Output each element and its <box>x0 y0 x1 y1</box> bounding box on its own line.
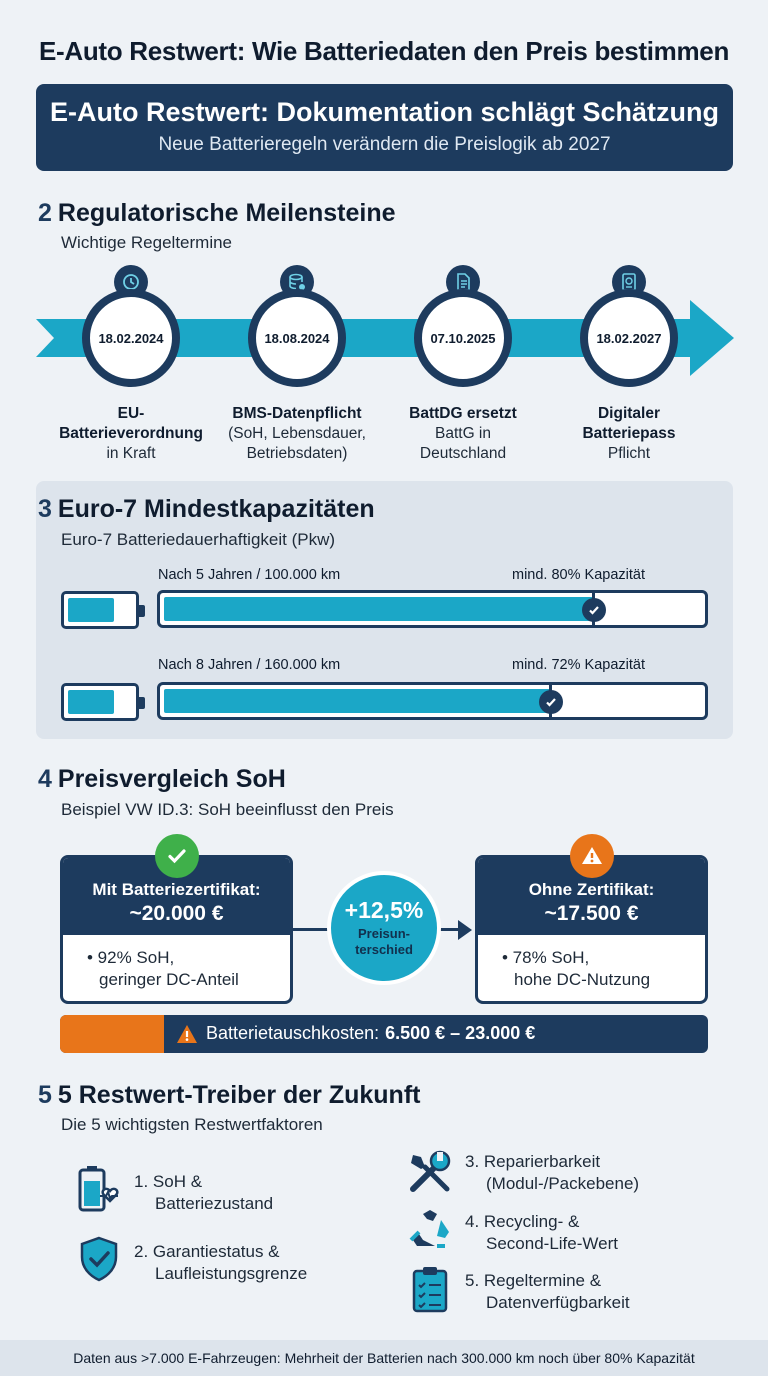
driver-item <box>134 1171 273 1215</box>
milestone-label-bold2: Batterieverordnung <box>59 425 203 442</box>
price-card-label: Mit Batteriezertifikat: <box>92 880 261 899</box>
section-3-title <box>38 495 375 524</box>
battery-cost-bar <box>60 1015 708 1053</box>
driver-line: 2. Garantiestatus & <box>134 1242 280 1261</box>
price-card-value: ~20.000 € <box>129 902 224 925</box>
price-card-line: geringer DC-Anteil <box>99 970 239 989</box>
capacity-requirement: mind. 80% Kapazität <box>512 567 645 583</box>
milestone-label-bold: BMS-Datenpflicht <box>232 405 362 422</box>
driver-line: Datenverfügbarkeit <box>486 1293 630 1312</box>
price-card-line: • 92% SoH, <box>87 948 175 967</box>
shield-check-icon <box>74 1234 124 1284</box>
milestone-label-rest: BattG in <box>435 425 491 442</box>
timeline-arrow-head <box>690 300 734 376</box>
driver-line: Second-Life-Wert <box>486 1234 618 1253</box>
banner <box>36 84 733 171</box>
battery-cost-text <box>176 1023 535 1044</box>
section-5-title <box>38 1081 420 1110</box>
warning-icon <box>570 834 614 878</box>
price-difference-label: terschied <box>355 942 413 957</box>
check-icon <box>155 834 199 878</box>
clipboard-icon <box>405 1265 455 1315</box>
driver-item <box>465 1270 630 1314</box>
price-card-line: • 78% SoH, <box>502 948 590 967</box>
section-4-number: 4 <box>38 765 52 793</box>
capacity-period: Nach 8 Jahren / 160.000 km <box>158 657 341 673</box>
driver-line: (Modul-/Packebene) <box>486 1174 640 1193</box>
milestone-label-bold: Digitaler <box>597 405 660 422</box>
footer-note: Daten aus >7.000 E-Fahrzeugen: Mehrheit der Batterien nach 300.000 km noch über 80% Kapazität <box>0 1340 768 1376</box>
driver-item <box>465 1151 639 1195</box>
milestone-label-bold: BattDG ersetzt <box>409 405 517 422</box>
milestone-date: 18.08.2024 <box>248 289 346 387</box>
capacity-bar-fill <box>164 689 551 713</box>
section-4-title-text: Preisvergleich SoH <box>57 765 286 793</box>
section-3-subtitle: Euro-7 Batteriedauerhaftigkeit (Pkw) <box>61 530 336 549</box>
section-5-subtitle: Die 5 wichtigsten Restwertfaktoren <box>61 1115 323 1134</box>
driver-line: 4. Recycling- & <box>465 1212 580 1231</box>
milestone-label <box>212 404 382 464</box>
milestone-label-bold2: Batteriepass <box>582 425 676 442</box>
capacity-period: Nach 5 Jahren / 100.000 km <box>158 567 341 583</box>
driver-item <box>134 1241 307 1285</box>
connector-arrow-head <box>458 920 472 940</box>
section-2-subtitle: Wichtige Regeltermine <box>61 233 233 252</box>
milestone-label-rest: in Kraft <box>106 445 156 462</box>
capacity-bar <box>157 682 708 720</box>
milestone-label <box>544 404 714 464</box>
page-title: E-Auto Restwert: Wie Batteriedaten den Preis bestimmen <box>38 36 730 66</box>
driver-item <box>465 1211 618 1255</box>
driver-line: 5. Regeltermine & <box>465 1271 602 1290</box>
milestone-label-rest: (SoH, Lebensdauer, <box>228 425 366 442</box>
milestone-label-bold: EU- <box>117 405 145 422</box>
battery-cost-range: 6.500 € – 23.000 € <box>385 1023 536 1043</box>
milestone-date: 07.10.2025 <box>414 289 512 387</box>
capacity-bar-fill <box>164 597 594 621</box>
driver-line: Laufleistungsgrenze <box>155 1264 308 1283</box>
section-4-subtitle: Beispiel VW ID.3: SoH beeinflusst den Preis <box>61 800 394 819</box>
milestone-label-rest: Pflicht <box>607 445 651 462</box>
driver-line: 3. Reparierbarkeit <box>465 1152 601 1171</box>
section-5-number: 5 <box>38 1081 52 1109</box>
price-difference-badge <box>327 871 441 985</box>
tools-icon <box>405 1147 455 1197</box>
battery-health-icon <box>74 1165 124 1215</box>
section-2-number: 2 <box>38 199 52 227</box>
milestone-label-rest2: Betriebsdaten) <box>246 445 348 462</box>
section-2-title <box>38 199 396 228</box>
battery-icon <box>61 591 139 629</box>
check-icon <box>539 690 563 714</box>
price-card-line: hohe DC-Nutzung <box>514 970 651 989</box>
battery-icon <box>61 683 139 721</box>
banner-subheading: Neue Batterieregeln verändern die Preislogik ab 2027 <box>158 134 611 155</box>
section-4-title <box>38 765 286 794</box>
driver-line: Batteriezustand <box>155 1194 274 1213</box>
driver-line: 1. SoH & <box>134 1172 203 1191</box>
battery-cost-accent <box>60 1015 164 1053</box>
section-3-title-text: Euro-7 Mindestkapazitäten <box>57 495 375 523</box>
price-difference-value: +12,5% <box>344 897 424 923</box>
milestone-date: 18.02.2024 <box>82 289 180 387</box>
milestone-label-rest2: Deutschland <box>419 445 507 462</box>
section-5-title-text: 5 Restwert-Treiber der Zukunft <box>57 1081 421 1109</box>
check-icon <box>582 598 606 622</box>
milestone-date: 18.02.2027 <box>580 289 678 387</box>
milestone-label <box>378 404 548 464</box>
section-3-number: 3 <box>38 495 52 523</box>
price-difference-label: Preisun- <box>357 926 410 941</box>
milestone-label <box>46 404 216 464</box>
warning-icon <box>176 1024 198 1044</box>
timeline-arrow-tail <box>36 319 54 357</box>
price-card-label: Ohne Zertifikat: <box>528 880 655 899</box>
price-card-value: ~17.500 € <box>544 902 639 925</box>
banner-heading: E-Auto Restwert: Dokumentation schlägt Schätzung <box>49 97 720 127</box>
recycle-icon <box>405 1206 455 1256</box>
capacity-requirement: mind. 72% Kapazität <box>512 657 645 673</box>
capacity-bar <box>157 590 708 628</box>
battery-cost-label: Batterietauschkosten: <box>206 1023 380 1043</box>
section-2-title-text: Regulatorische Meilensteine <box>57 199 396 227</box>
